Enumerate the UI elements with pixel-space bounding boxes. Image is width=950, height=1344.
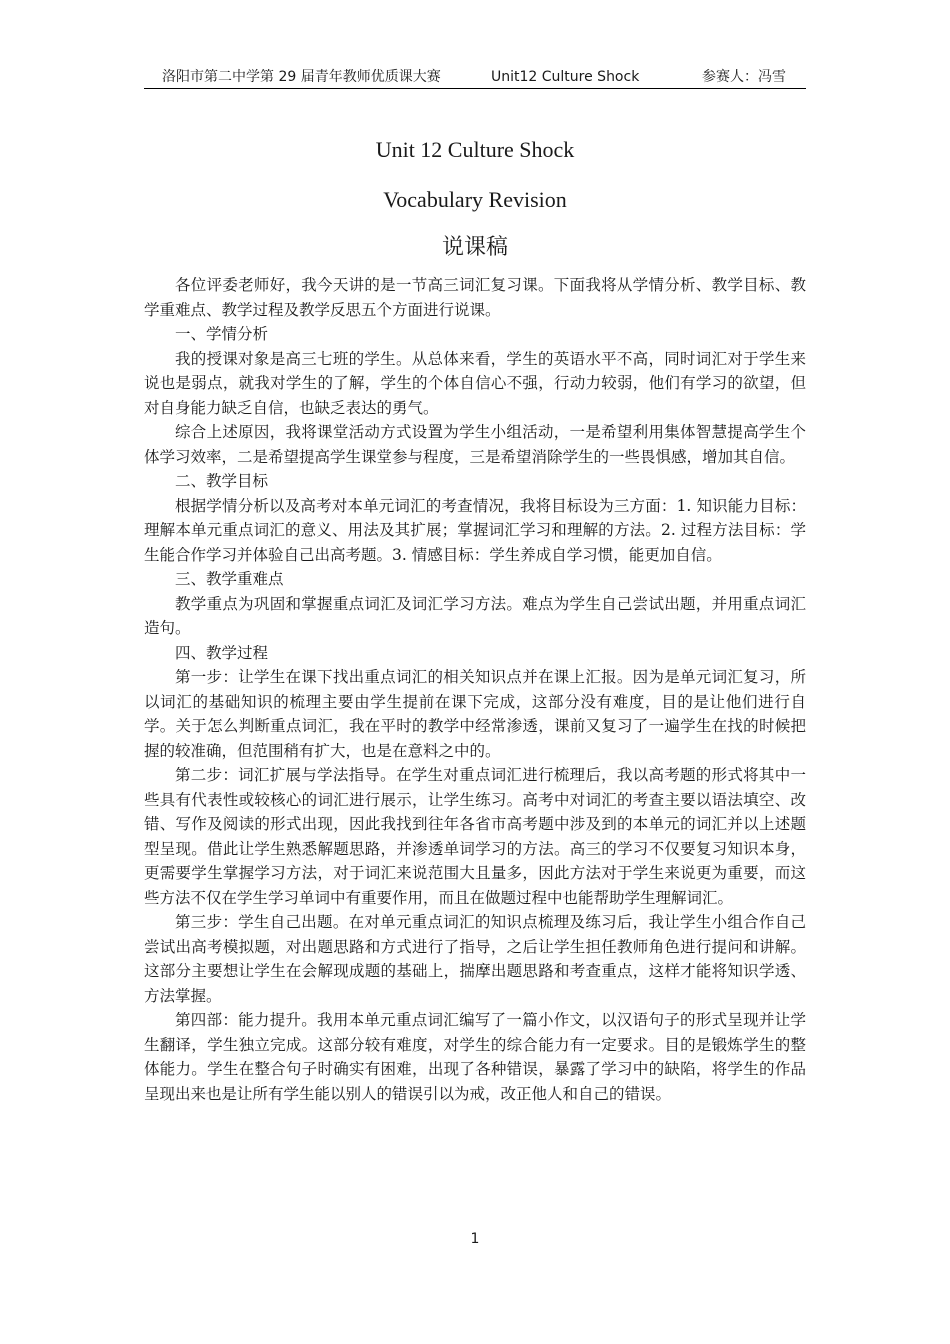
header-competition: 洛阳市第二中学第 29 届青年教师优质课大赛 [162,69,441,85]
document-title: Unit 12 Culture Shock [375,137,575,162]
paragraph-intro: 各位评委老师好，我今天讲的是一节高三词汇复习课。下面我将从学情分析、教学目标、教学重难点、教学过程及教学反思五个方面进行说课。 [144,276,806,319]
page-header [144,68,806,89]
paragraph-step-4: 第四部：能力提升。我用本单元重点词汇编写了一篇小作文，以汉语句子的形式呈现并让学生翻译，学生独立完成。这部分较有难度，对学生的综合能力有一定要求。目的是锻炼学生的整体能力。学生在整合句子时确实有困难，出现了各种错误，暴露了学习中的缺陷，将学生的作品呈现出来也是让所有学生能以别人的错误引以为戒，改正他人和自己的错误。 [144,1011,806,1103]
section-heading-2: 二、教学目标 [175,472,269,490]
paragraph: 教学重点为巩固和掌握重点词汇及词汇学习方法。难点为学生自己尝试出题，并用重点词汇造句。 [144,594,806,637]
section-heading-1: 一、学情分析 [175,325,269,343]
header-unit: Unit12 Culture Shock [491,69,640,85]
body-text [144,273,806,1106]
header-participant: 参赛人：冯雪 [702,69,786,85]
paragraph: 根据学情分析以及高考对本单元词汇的考查情况，我将目标设为三方面：1. 知识能力目标：理解本单元重点词汇的意义、用法及其扩展；掌握词汇学习和理解的方法。2. 过程方法目标：学生能合作学习并体验自己出高考题。3. 情感目标：学生养成自学习惯，能更加自信。 [144,496,806,564]
document-type-heading: 说课稿 [441,235,508,260]
page-number: 1 [470,1231,480,1247]
section-heading-3: 三、教学重难点 [175,570,284,588]
paragraph: 综合上述原因，我将课堂活动方式设置为学生小组活动，一是希望利用集体智慧提高学生个体学习效率，二是希望提高学生课堂参与程度，三是希望消除学生的一些畏惧感，增加其自信。 [144,423,806,466]
paragraph-step-1: 第一步：让学生在课下找出重点词汇的相关知识点并在课上汇报。因为是单元词汇复习，所以词汇的基础知识的梳理主要由学生提前在课下完成，这部分没有难度，目的是让他们进行自学。关于怎么判断重点词汇，我在平时的教学中经常渗透，课前又复习了一遍学生在找的时候把握的较准确，但范围稍有扩大，也是在意料之中的。 [144,668,806,760]
paragraph: 我的授课对象是高三七班的学生。从总体来看，学生的英语水平不高，同时词汇对于学生来说也是弱点，就我对学生的了解，学生的个体自信心不强，行动力较弱，他们有学习的欲望，但对自身能力缺乏自信，也缺乏表达的勇气。 [144,349,806,417]
section-heading-4: 四、教学过程 [175,643,269,662]
document-subtitle: Vocabulary Revision [383,187,567,212]
paragraph-step-3: 第三步：学生自己出题。在对单元重点词汇的知识点梳理及练习后，我让学生小组合作自己尝试出高考模拟题，对出题思路和方式进行了指导，之后让学生担任教师角色进行提问和讲解。这部分主要想让学生在会解现成题的基础上，揣摩出题思路和考查重点，这样才能将知识学透、方法掌握。 [144,913,806,1005]
paragraph-step-2: 第二步：词汇扩展与学法指导。在学生对重点词汇进行梳理后，我以高考题的形式将其中一些具有代表性或较核心的词汇进行展示，让学生练习。高考中对词汇的考查主要以语法填空、改错、写作及阅读的形式出现，因此我找到往年各省市高考题中涉及到的本单元的词汇并以上述题型呈现。借此让学生熟悉解题思路，并渗透单词学习的方法。高三的学习不仅要复习知识本身，更需要学生掌握学习方法，对于词汇来说范围大且量多，因此方法对于学生来说更为重要，而这些方法不仅在学生学习单词中有重要作用，而且在做题过程中也能帮助学生理解词汇。 [144,766,806,907]
